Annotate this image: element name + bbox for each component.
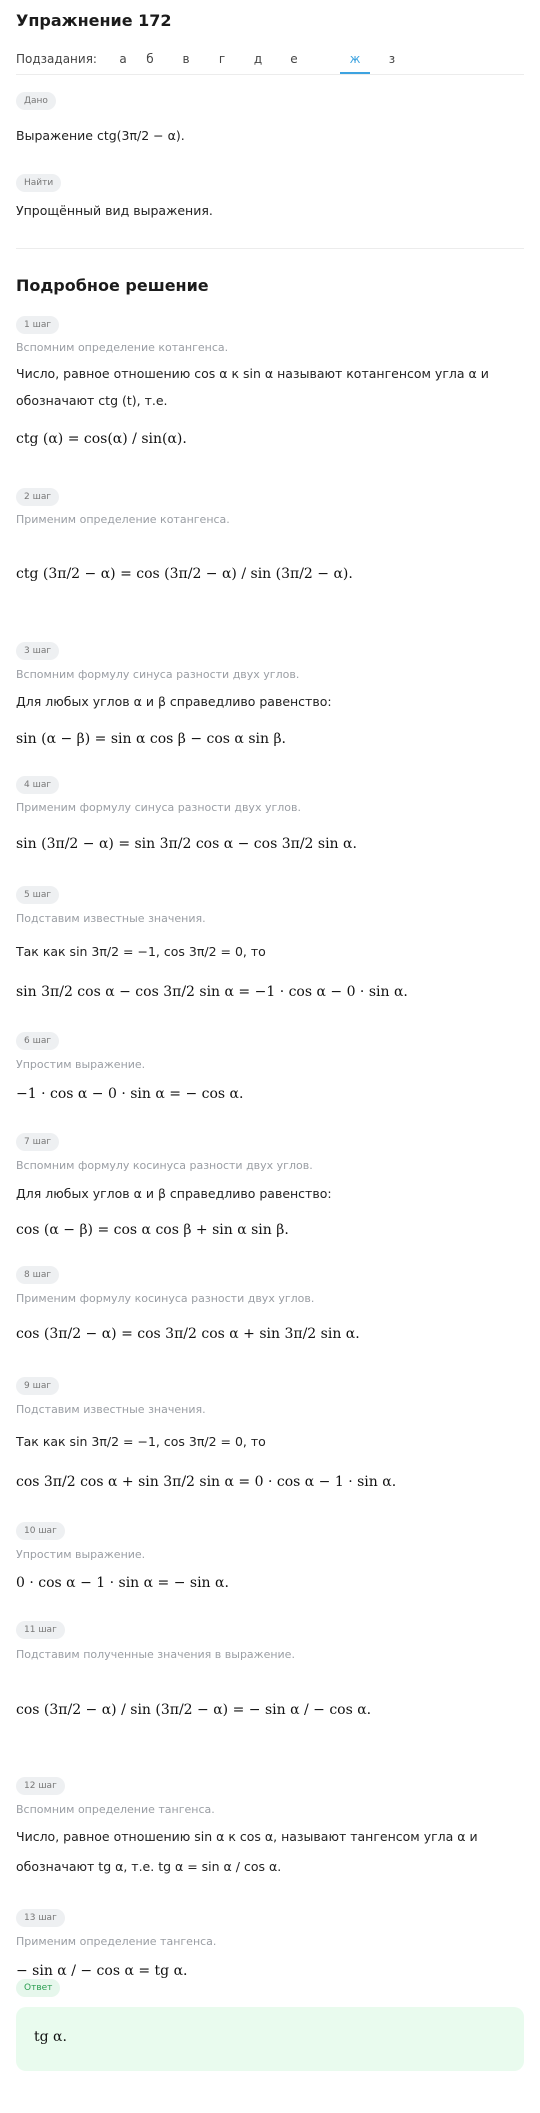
answer-box bbox=[16, 2007, 524, 2071]
step-10-formula: 0 · cos α − 1 · sin α = − sin α. bbox=[16, 1575, 229, 1591]
step-5-hint: Подставим известные значения. bbox=[16, 912, 206, 925]
step-2-hint: Применим определение котангенса. bbox=[16, 513, 230, 526]
step-3-formula: sin (α − β) = sin α cos β − cos α sin β. bbox=[16, 731, 287, 747]
subtask-tab-g[interactable]: г bbox=[218, 52, 226, 66]
step-4-formula: sin (3π/2 − α) = sin 3π/2 cos α − cos 3π/2 sin α. bbox=[16, 836, 357, 852]
subtask-tab-v[interactable]: в bbox=[182, 52, 190, 66]
solution-heading: Подробное решение bbox=[16, 276, 209, 295]
page-title: Упражнение 172 bbox=[16, 11, 172, 30]
step-9-hint: Подставим известные значения. bbox=[16, 1403, 206, 1416]
subtask-tab-zh[interactable]: ж bbox=[340, 52, 370, 74]
step-5-formula: sin 3π/2 cos α − cos 3π/2 sin α = −1 · cos α − 0 · sin α. bbox=[16, 984, 408, 1000]
subtask-tab-b[interactable]: б bbox=[146, 52, 154, 66]
step-4-hint: Применим формулу синуса разности двух углов. bbox=[16, 801, 301, 814]
step-1-text-1: Число, равное отношению cos α к sin α называют котангенсом угла α и bbox=[16, 366, 489, 381]
step-3-text: Для любых углов α и β справедливо равенство: bbox=[16, 694, 332, 709]
step-8-badge: 8 шаг bbox=[16, 1266, 59, 1284]
step-6-badge: 6 шаг bbox=[16, 1032, 59, 1050]
step-1-formula: ctg (α) = cos(α) / sin(α). bbox=[16, 431, 187, 447]
answer-value: tg α. bbox=[34, 2029, 67, 2045]
step-3-hint: Вспомним формулу синуса разности двух углов. bbox=[16, 668, 300, 681]
step-7-text: Для любых углов α и β справедливо равенство: bbox=[16, 1186, 332, 1201]
step-13-hint: Применим определение тангенса. bbox=[16, 1935, 217, 1948]
step-12-hint: Вспомним определение тангенса. bbox=[16, 1803, 215, 1816]
step-11-badge: 11 шаг bbox=[16, 1621, 65, 1639]
subtask-tab-z[interactable]: з bbox=[388, 52, 396, 66]
step-12-badge: 12 шаг bbox=[16, 1777, 65, 1795]
step-9-badge: 9 шаг bbox=[16, 1377, 59, 1395]
step-1-text-2: обозначают ctg (t), т.е. bbox=[16, 393, 168, 408]
step-13-badge: 13 шаг bbox=[16, 1909, 65, 1927]
subtask-tab-e[interactable]: е bbox=[290, 52, 298, 66]
given-badge: Дано bbox=[16, 92, 56, 110]
step-4-badge: 4 шаг bbox=[16, 776, 59, 794]
step-3-badge: 3 шаг bbox=[16, 642, 59, 660]
step-2-formula: ctg (3π/2 − α) = cos (3π/2 − α) / sin (3π/2 − α). bbox=[16, 566, 353, 582]
step-9-formula: cos 3π/2 cos α + sin 3π/2 sin α = 0 · cos α − 1 · sin α. bbox=[16, 1474, 397, 1490]
subtasks-bar bbox=[16, 50, 524, 75]
divider bbox=[16, 248, 524, 249]
step-11-formula: cos (3π/2 − α) / sin (3π/2 − α) = − sin α / − cos α. bbox=[16, 1702, 372, 1718]
step-8-formula: cos (3π/2 − α) = cos 3π/2 cos α + sin 3π/2 sin α. bbox=[16, 1326, 360, 1342]
step-12-text-1: Число, равное отношению sin α к cos α, называют тангенсом угла α и bbox=[16, 1829, 478, 1844]
step-7-formula: cos (α − β) = cos α cos β + sin α sin β. bbox=[16, 1222, 289, 1238]
step-7-badge: 7 шаг bbox=[16, 1133, 59, 1151]
step-6-formula: −1 · cos α − 0 · sin α = − cos α. bbox=[16, 1086, 244, 1102]
step-2-badge: 2 шаг bbox=[16, 488, 59, 506]
step-10-hint: Упростим выражение. bbox=[16, 1548, 146, 1561]
step-10-badge: 10 шаг bbox=[16, 1522, 65, 1540]
subtask-tab-d[interactable]: д bbox=[253, 52, 263, 66]
given-text: Выражение ctg(3π/2 − α). bbox=[16, 128, 185, 143]
find-badge: Найти bbox=[16, 174, 61, 192]
find-text: Упрощённый вид выражения. bbox=[16, 203, 213, 218]
subtasks-label: Подзадания: bbox=[16, 52, 97, 66]
step-5-badge: 5 шаг bbox=[16, 886, 59, 904]
step-8-hint: Применим формулу косинуса разности двух углов. bbox=[16, 1292, 315, 1305]
subtask-tab-a[interactable]: а bbox=[119, 52, 127, 66]
step-5-text: Так как sin 3π/2 = −1, cos 3π/2 = 0, то bbox=[16, 944, 266, 959]
step-12-text-2: обозначают tg α, т.е. tg α = sin α / cos α. bbox=[16, 1859, 282, 1874]
step-9-text: Так как sin 3π/2 = −1, cos 3π/2 = 0, то bbox=[16, 1434, 266, 1449]
step-11-hint: Подставим полученные значения в выражение. bbox=[16, 1648, 295, 1661]
step-7-hint: Вспомним формулу косинуса разности двух углов. bbox=[16, 1159, 313, 1172]
step-13-formula: − sin α / − cos α = tg α. bbox=[16, 1963, 188, 1979]
answer-badge: Ответ bbox=[16, 1979, 60, 1997]
step-6-hint: Упростим выражение. bbox=[16, 1058, 146, 1071]
step-1-hint: Вспомним определение котангенса. bbox=[16, 341, 229, 354]
step-1-badge: 1 шаг bbox=[16, 316, 59, 334]
